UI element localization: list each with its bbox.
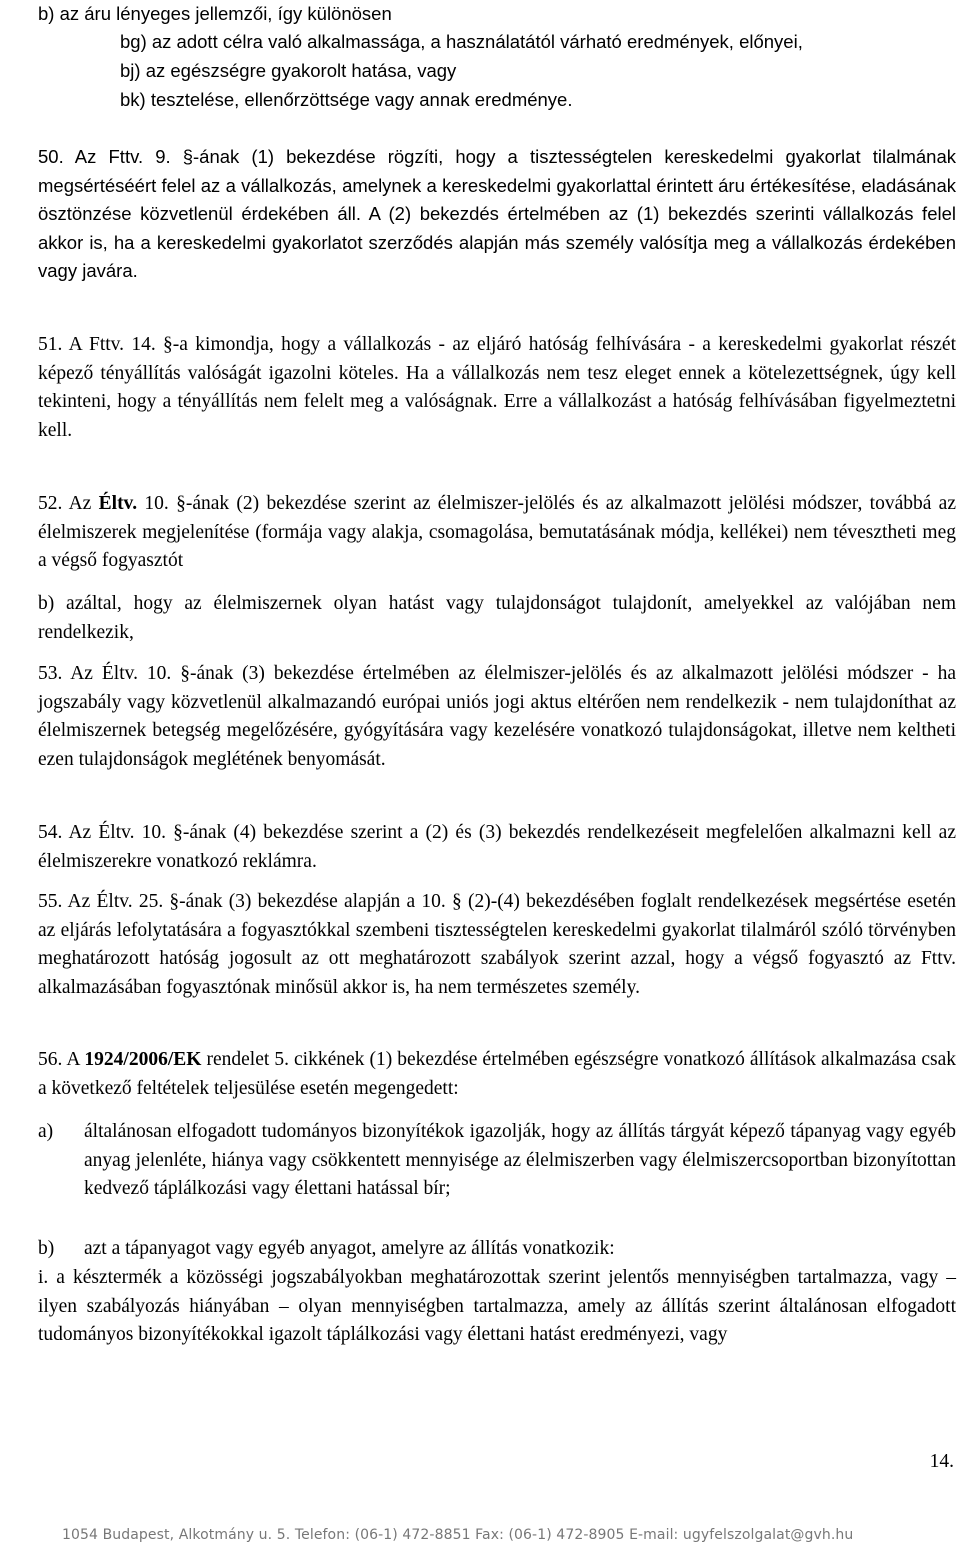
page-number: 14.: [929, 1451, 954, 1472]
paragraph-53: 53. Az Éltv. 10. §-ának (3) bekezdése értelmében az élelmiszer-jelölés és az alkalmazott jelölési módszer - ha jogszabály vagy közvetlenül alkalmazandó európai uniós jogi aktus eltérően nem rendelkezik - nem tulajdoníthat az élelmiszernek betegség megelőzésére, gyógyítására vagy kezelésére vonatkozó tulajdonságokat, illetve nem keltheti ezen tulajdonságok meglétének benyomását.: [38, 663, 956, 770]
intro-item-bj: bj) az egészségre gyakorolt hatása, vagy: [120, 60, 457, 81]
paragraph-56: [38, 1046, 956, 1103]
intro-item-bg: bg) az adott célra való alkalmassága, a használatától várható eredmények, előnyei,: [120, 31, 803, 52]
footer-contact: 1054 Budapest, Alkotmány u. 5. Telefon: (06-1) 472-8851 Fax: (06-1) 472-8905 E-mail: ugyfelszolgalat@gvh.hu: [62, 1527, 854, 1543]
paragraph-52-prefix: 52. Az: [38, 493, 99, 514]
paragraph-56-regulation-ref: 1924/2006/EK: [84, 1049, 202, 1070]
intro-item-b: b) az áru lényeges jellemzői, így különösen: [38, 3, 392, 24]
paragraph-51: 51. A Fttv. 14. §-a kimondja, hogy a vállalkozás - az eljáró hatóság felhívására - a kereskedelmi gyakorlat részét képező tényállítás valóságát igazolni köteles. Ha a vállalkozás nem tesz eleget ennek a kötelezettségnek, úgy kell tekinteni, hogy a tényállítás nem felelt meg a valóságnak. Erre a vállalkozást a hatóság felhívásában figyelmeztetni kell.: [38, 334, 956, 441]
paragraph-52-law-ref: Éltv.: [98, 493, 138, 514]
item-b-text: azt a tápanyagot vagy egyéb anyagot, amelyre az állítás vonatkozik:: [84, 1238, 615, 1259]
paragraph-52: [38, 490, 956, 576]
item-a-text: általánosan elfogadott tudományos bizonyítékok igazolják, hogy az állítás tárgyát képező tápanyag vagy egyéb anyag jelenléte, hiánya vagy csökkentett mennyisége az élelmiszerben vagy élelmiszercsoportban bizonyítottan kedvező táplálkozási vagy élettani hatással bír;: [84, 1121, 956, 1199]
intro-item-bk: bk) tesztelése, ellenőrzöttsége vagy annak eredménye.: [120, 89, 573, 110]
paragraph-55: 55. Az Éltv. 25. §-ának (3) bekezdése alapján a 10. § (2)-(4) bekezdésében foglalt rendelkezések megsértése esetén az eljárás lefolytatására a fogyasztókkal szembeni tisztességtelen kereskedelmi gyakorlat tilalmáról szóló törvényben meghatározott hatóság jogosult az ott meghatározott szabályok szerint azzal, hogy a végső fogyasztó az Fttv. alkalmazásában fogyasztónak minősül akkor is, ha nem természetes személy.: [38, 891, 956, 998]
paragraph-56-item-a: [38, 1118, 956, 1204]
paragraph-50: 50. Az Fttv. 9. §-ának (1) bekezdése rögzíti, hogy a tisztességtelen kereskedelmi gyakorlat tilalmának megsértéséért felel az a vállalkozás, amelynek a kereskedelmi gyakorlattal érintett áru értékesítése, eladásának ösztönzése közvetlenül érdekében áll. A (2) bekezdés értelmében az (1) bekezdés szerinti vállalkozás felel akkor is, ha a kereskedelmi gyakorlatot szerződés alapján más személy valósítja meg a vállalkozás érdekében vagy javára.: [38, 146, 956, 281]
paragraph-56-item-b: [38, 1235, 956, 1264]
paragraph-54: 54. Az Éltv. 10. §-ának (4) bekezdése szerint a (2) és (3) bekezdés rendelkezéseit megfelelően alkalmazni kell az élelmiszerekre vonatkozó reklámra.: [38, 822, 956, 872]
item-a-label: a): [38, 1121, 54, 1142]
paragraph-52-item-b: b) azáltal, hogy az élelmiszernek olyan hatást vagy tulajdonságot tulajdonít, amelyekkel az valójában nem rendelkezik,: [38, 593, 956, 643]
paragraph-52-text: 10. §-ának (2) bekezdése szerint az élelmiszer-jelölés és az alkalmazott jelölési módszer, továbbá az élelmiszerek megjelenítése (formája vagy alakja, csomagolása, bemutatásának módja, kellékei) nem tévesztheti meg a végső fogyasztót: [38, 493, 956, 571]
item-b-label: b): [38, 1238, 55, 1259]
paragraph-56-item-i: i. a késztermék a közösségi jogszabályokban meghatározottak szerint jelentős mennyiségben tartalmazza, vagy – ilyen szabályozás hiányában – olyan mennyiségben tartalmazza, amely az állítás szerint általánosan elfogadott tudományos bizonyítékokkal igazolt táplálkozási vagy élettani hatást eredményezi, vagy: [38, 1267, 956, 1345]
paragraph-56-prefix: 56. A: [38, 1049, 85, 1070]
paragraph-56-text: rendelet 5. cikkének (1) bekezdése értelmében egészségre vonatkozó állítások alkalmazása csak a következő feltételek teljesülése esetén megengedett:: [38, 1049, 956, 1099]
